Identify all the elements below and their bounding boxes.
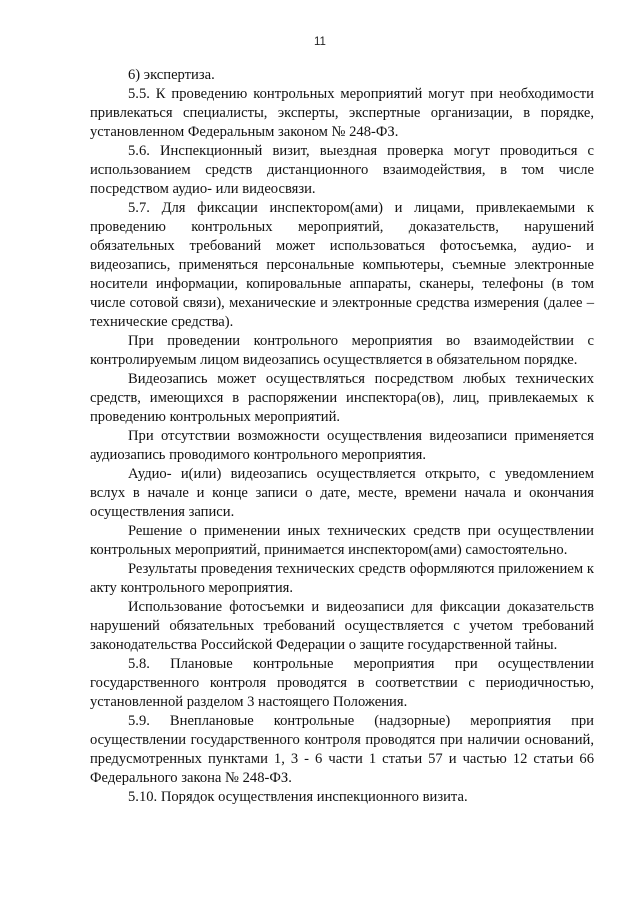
paragraph-video-means: Видеозапись может осуществляться посредством любых технических средств, имеющихся в распоряжении инспектора(ов), лиц, привлекаемых к проведению контрольных мероприятий.	[90, 371, 594, 425]
paragraph-other-means-decision: Решение о применении иных технических средств при осуществлении контрольных мероприятий, принимается инспектором(ами) самостоятельно.	[90, 523, 594, 558]
paragraph-audio-fallback: При отсутствии возможности осуществления видеозаписи применяется аудиозапись проводимого контрольного мероприятия.	[90, 428, 594, 463]
paragraph-6-expertise: 6) экспертиза.	[128, 67, 215, 83]
paragraph-state-secret: Использование фотосъемки и видеозаписи для фиксации доказательств нарушений обязательных требований осуществляется с учетом требований законодательства Российской Федерации о защите государственной тайны.	[90, 599, 594, 653]
paragraph-5-9: 5.9. Внеплановые контрольные (надзорные) мероприятия при осуществлении государственного контроля проводятся при наличии оснований, предусмотренных пунктами 1, 3 - 6 части 1 статьи 57 и частью 12 статьи 66 Федерального закона № 248-ФЗ.	[90, 713, 594, 786]
paragraph-results-attachment: Результаты проведения технических средств оформляются приложением к акту контрольного мероприятия.	[90, 561, 594, 596]
paragraph-5-10: 5.10. Порядок осуществления инспекционного визита.	[128, 789, 468, 805]
paragraph-recording-open: Аудио- и(или) видеозапись осуществляется открыто, с уведомлением вслух в начале и конце записи о дате, месте, времени начала и окончания осуществления записи.	[90, 466, 594, 520]
paragraph-5-5: 5.5. К проведению контрольных мероприятий могут при необходимости привлекаться специалисты, эксперты, экспертные организации, в порядке, установленном Федеральным законом № 248-ФЗ.	[90, 86, 594, 140]
document-body	[90, 66, 594, 807]
paragraph-5-8: 5.8. Плановые контрольные мероприятия при осуществлении государственного контроля проводятся в соответствии с периодичностью, установленной разделом 3 настоящего Положения.	[90, 656, 594, 710]
paragraph-5-7: 5.7. Для фиксации инспектором(ами) и лицами, привлекаемыми к проведению контрольных мероприятий, доказательств, нарушений обязательных требований может использоваться фотосъемка, аудио- и видеозапись, применяться персональные компьютеры, съемные электронные носители информации, копировальные аппараты, сканеры, телефоны (в том числе сотовой связи), механические и электронные средства измерения (далее – технические средства).	[90, 200, 594, 330]
paragraph-5-6: 5.6. Инспекционный визит, выездная проверка могут проводиться с использованием средств дистанционного взаимодействия, в том числе посредством аудио- или видеосвязи.	[90, 143, 594, 197]
page-number: 11	[314, 36, 326, 48]
paragraph-video-mandatory: При проведении контрольного мероприятия во взаимодействии с контролируемым лицом видеозапись осуществляется в обязательном порядке.	[90, 333, 594, 368]
